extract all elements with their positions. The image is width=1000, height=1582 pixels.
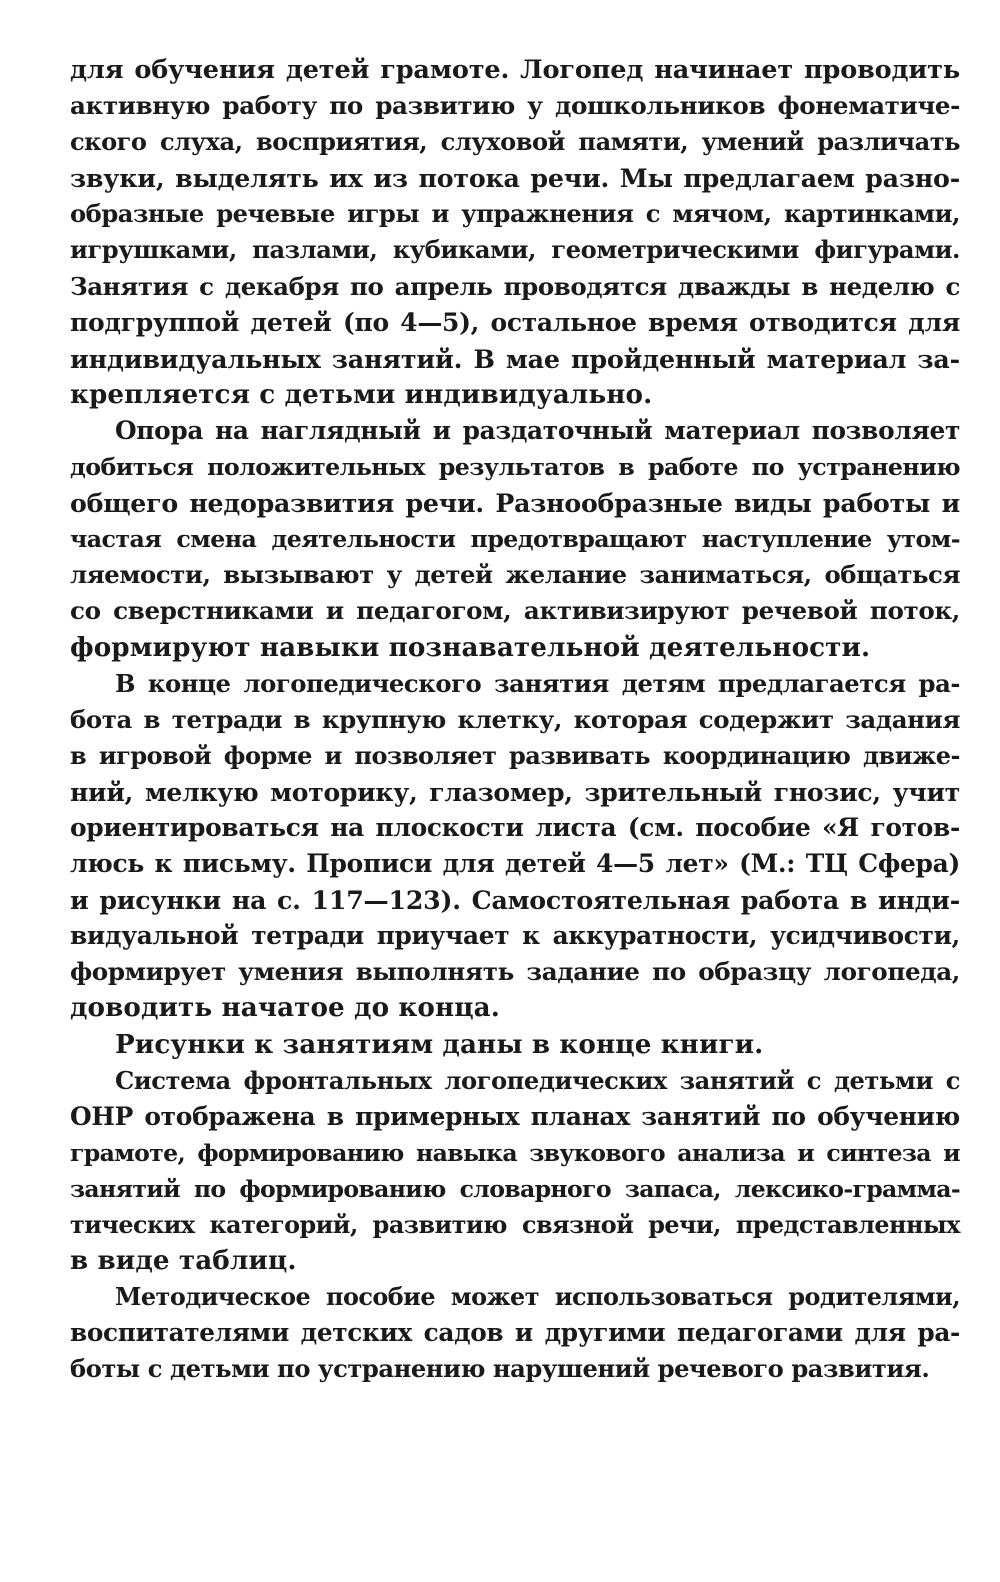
text-line: бота в тетради в крупную клетку, которая содержит задания xyxy=(70,704,960,734)
text-line: Занятия с декабря по апрель проводятся дважды в неделю с xyxy=(70,271,960,301)
text-line: добиться положительных результатов в работе по устранению xyxy=(70,453,960,482)
text-line: тических категорий, развитию связной речи, представленных xyxy=(70,1211,960,1239)
text-line: видуальной тетради приучает к аккуратности, усидчивости, xyxy=(70,921,960,951)
text-line: боты с детьми по устранению нарушений речевого развития. xyxy=(70,1354,930,1384)
text-line: в виде таблиц. xyxy=(70,1245,297,1277)
text-line: в игровой форме и позволяет развивать координацию движе- xyxy=(70,740,960,770)
paragraph xyxy=(70,413,960,666)
text-line: Опора на наглядный и раздаточный материал позволяет xyxy=(115,415,960,445)
text-line: формирует умения выполнять задание по образцу логопеда, xyxy=(70,957,960,987)
text-line: доводить начатое до конца. xyxy=(70,992,500,1024)
text-line: со сверстниками и педагогом, активизируют речевой поток, xyxy=(70,596,960,626)
text-line: ляемости, вызывают у детей желание заниматься, общаться xyxy=(70,560,960,590)
text-line: ского слуха, восприятия, слуховой памяти, умений различать xyxy=(70,127,960,157)
text-line: и рисунки на с. 117—123). Самостоятельная работа в инди- xyxy=(70,885,960,916)
page-text xyxy=(70,52,960,1387)
text-line: частая смена деятельности предотвращают наступление утом- xyxy=(70,525,960,554)
text-line: грамоте, формированию навыка звукового анализа и синтеза и xyxy=(70,1138,960,1167)
paragraph xyxy=(70,1063,960,1280)
text-line: Методическое пособие может использоваться родителями, xyxy=(115,1283,960,1312)
paragraph xyxy=(70,52,960,413)
paragraph xyxy=(70,1027,960,1063)
text-line: активную работу по развитию у дошкольников фонематиче- xyxy=(70,91,960,121)
text-line: общего недоразвития речи. Разнообразные виды работы и xyxy=(70,488,960,519)
text-line: ориентироваться на плоскости листа (см. пособие «Я готов- xyxy=(70,812,960,842)
text-line: люсь к письму. Прописи для детей 4—5 лет» (М.: ТЦ Сфера) xyxy=(70,849,960,879)
text-line: занятий по формированию словарного запаса, лексико-граммa- xyxy=(70,1174,960,1203)
text-line: для обучения детей грамоте. Логопед начинает проводить xyxy=(70,55,960,85)
text-line: Рисунки к занятиям даны в конце книги. xyxy=(115,1028,764,1060)
paragraph xyxy=(70,666,960,1027)
text-line: воспитателями детских садов и другими педагогами для ра- xyxy=(70,1318,960,1348)
text-line: В конце логопедического занятия детям предлагается ра- xyxy=(115,668,960,698)
text-line: индивидуальных занятий. В мае пройденный материал за- xyxy=(70,343,960,374)
text-line: ОНР отображена в примерных планах занятий по обучению xyxy=(70,1101,960,1131)
text-line: игрушками, пазлами, кубиками, геометрическими фигурами. xyxy=(70,235,960,265)
text-line: ний, мелкую моторику, глазомер, зрительный гнозис, учит xyxy=(70,776,960,807)
text-line: подгруппой детей (по 4—5), остальное время отводится для xyxy=(70,307,960,337)
text-line: звуки, выделять их из потока речи. Мы предлагаем разно- xyxy=(70,163,960,194)
text-line: формируют навыки познавательной деятельности. xyxy=(70,631,871,663)
paragraph xyxy=(70,1279,960,1387)
text-line: образные речевые игры и упражнения с мячом, картинками, xyxy=(70,199,960,229)
text-line: Система фронтальных логопедических занятий с детьми с xyxy=(115,1065,960,1095)
text-line: крепляется с детьми индивидуально. xyxy=(70,378,653,410)
